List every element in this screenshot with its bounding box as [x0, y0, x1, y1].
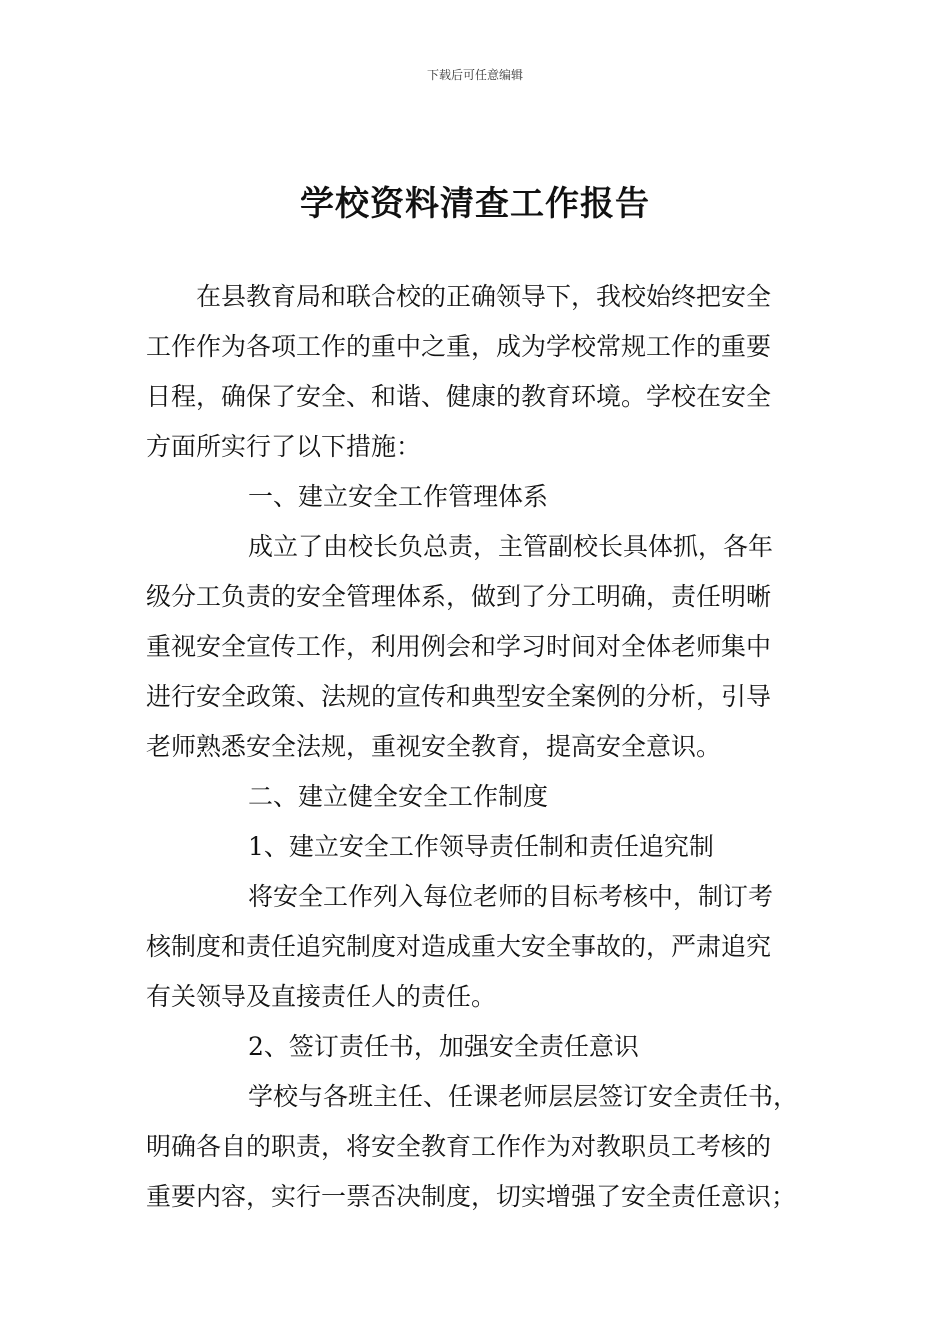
paragraph-line: 重要内容，实行一票否决制度，切实增强了安全责任意识； [146, 1182, 797, 1211]
paragraph-line: 级分工负责的安全管理体系，做到了分工明确，责任明晰 [146, 582, 772, 611]
header-note: 下载后可任意编辑 [426, 68, 523, 82]
document-title: 学校资料清查工作报告 [300, 184, 650, 224]
paragraph-line: 日程，确保了安全、和谐、健康的教育环境。学校在安全 [146, 382, 772, 411]
paragraph-line: 将安全工作列入每位老师的目标考核中，制订考 [248, 882, 774, 911]
section-heading: 一、建立安全工作管理体系 [248, 482, 549, 511]
section-heading: 二、建立健全安全工作制度 [248, 782, 549, 811]
paragraph-line: 进行安全政策、法规的宣传和典型安全案例的分析，引导 [146, 682, 772, 711]
paragraph-line: 老师熟悉安全法规，重视安全教育，提高安全意识。 [146, 732, 722, 761]
paragraph-line: 核制度和责任追究制度对造成重大安全事故的，严肃追究 [146, 932, 772, 961]
paragraph-line: 有关领导及直接责任人的责任。 [146, 982, 497, 1011]
subsection-heading: 2、签订责任书，加强安全责任意识 [248, 1032, 639, 1061]
paragraph-line: 重视安全宣传工作，利用例会和学习时间对全体老师集中 [146, 632, 772, 661]
paragraph-line: 明确各自的职责，将安全教育工作作为对教职员工考核的 [146, 1132, 772, 1161]
paragraph-line: 方面所实行了以下措施： [146, 432, 422, 461]
subsection-heading: 1、建立安全工作领导责任制和责任追究制 [248, 832, 714, 861]
paragraph-line: 在县教育局和联合校的正确领导下，我校始终把安全 [196, 282, 772, 311]
paragraph-line: 学校与各班主任、任课老师层层签订安全责任书， [248, 1082, 799, 1111]
paragraph-line: 工作作为各项工作的重中之重，成为学校常规工作的重要 [146, 332, 772, 361]
paragraph-line: 成立了由校长负总责，主管副校长具体抓，各年 [248, 532, 774, 561]
